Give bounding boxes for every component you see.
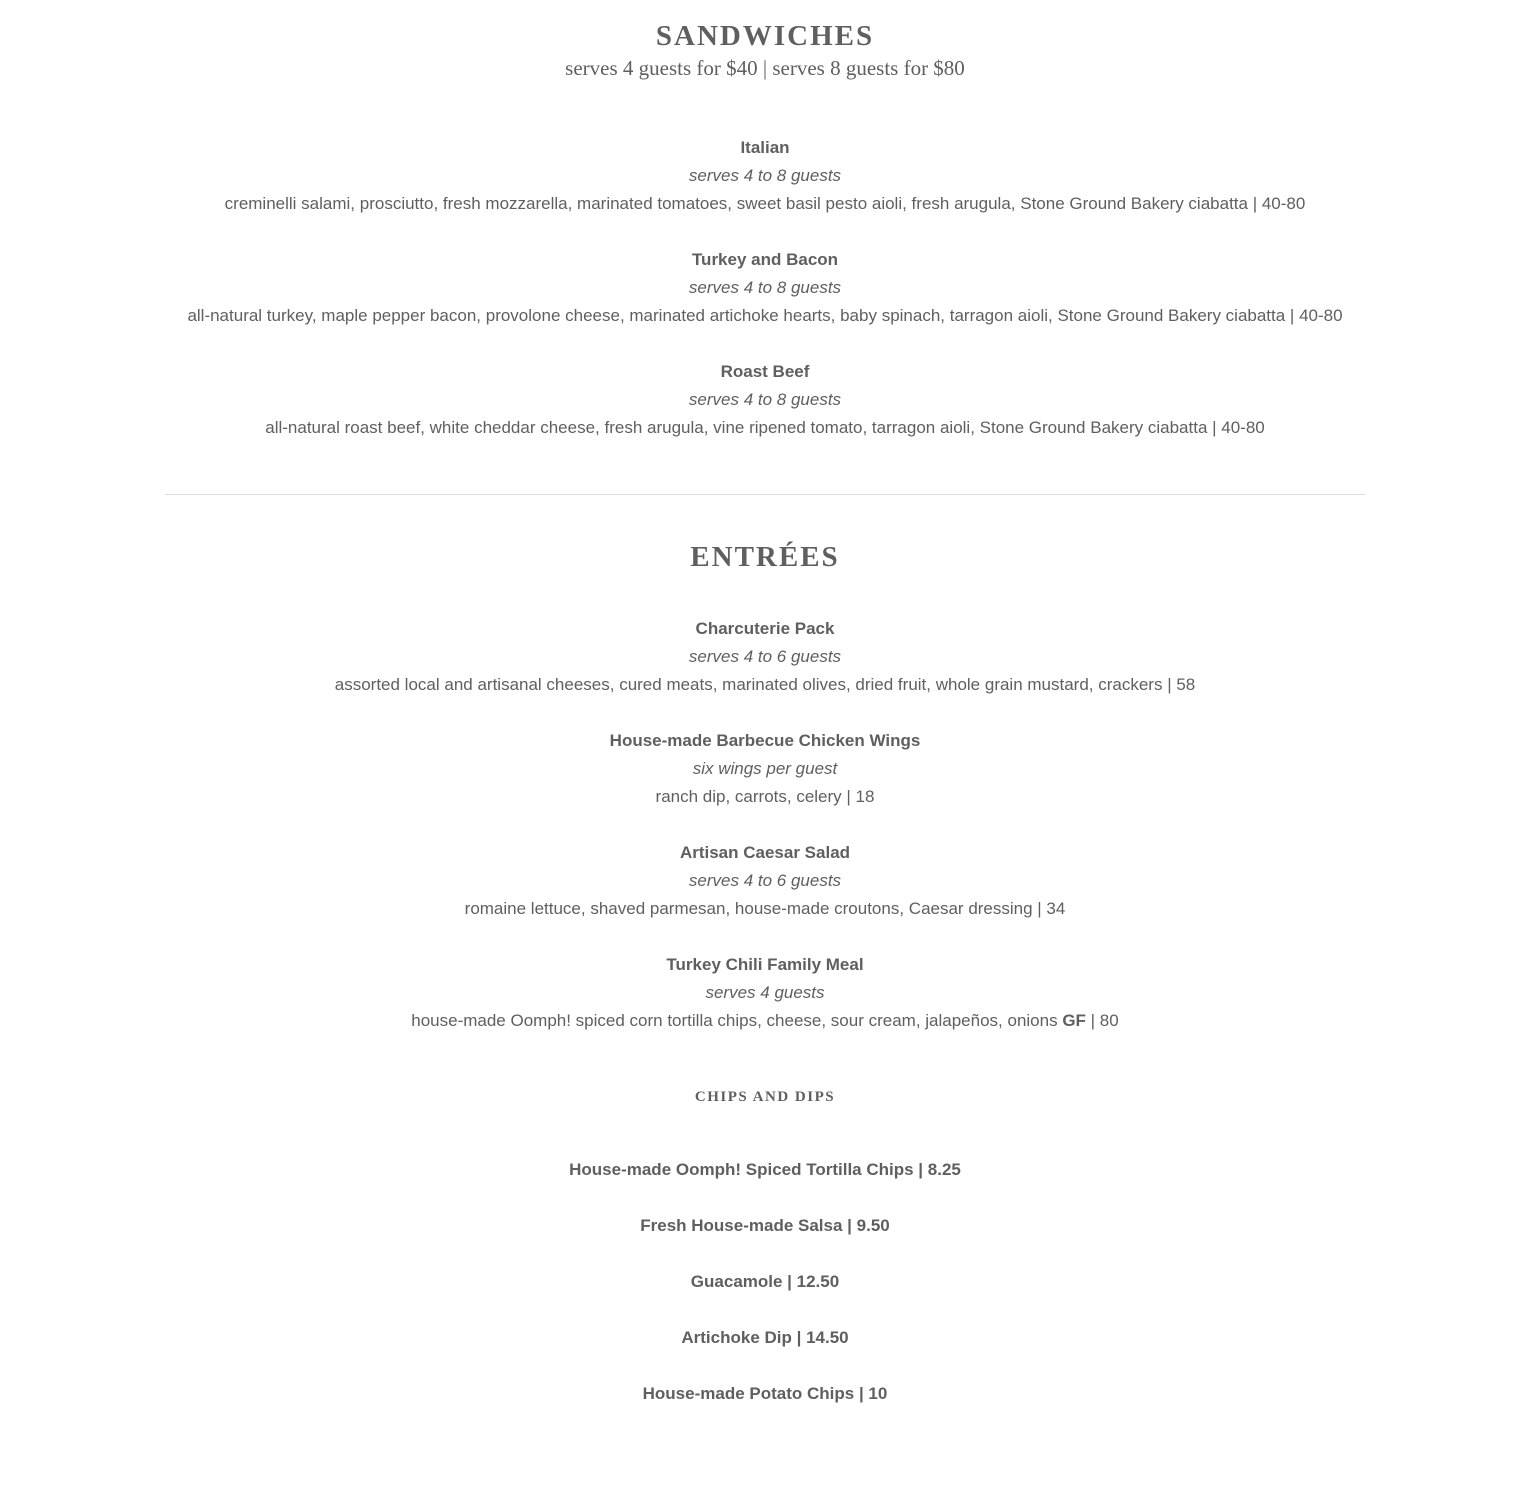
- list-item: Guacamole | 12.50: [690, 1272, 840, 1291]
- menu-item: [165, 727, 1365, 811]
- item-description: assorted local and artisanal cheeses, cured meats, marinated olives, dried fruit, whole grain mustard, crackers | 58: [334, 675, 1196, 694]
- menu-page: [165, 0, 1365, 1408]
- item-description: ranch dip, carrots, celery | 18: [655, 787, 875, 806]
- menu-item: [165, 246, 1365, 330]
- list-item: Artichoke Dip | 14.50: [681, 1328, 849, 1347]
- item-serves: serves 4 to 8 guests: [688, 166, 842, 185]
- chips-and-dips-title: CHIPS AND DIPS: [694, 1089, 836, 1105]
- item-serves: serves 4 to 8 guests: [688, 390, 842, 409]
- list-item: Fresh House-made Salsa | 9.50: [640, 1216, 890, 1235]
- item-name: Charcuterie Pack: [695, 619, 835, 638]
- item-serves: six wings per guest: [692, 759, 838, 778]
- item-name: Turkey Chili Family Meal: [666, 955, 864, 974]
- list-item: House-made Oomph! Spiced Tortilla Chips | 8.25: [569, 1160, 961, 1179]
- item-serves: serves 4 guests: [705, 983, 825, 1002]
- sandwiches-title: SANDWICHES: [655, 20, 875, 52]
- item-name: Italian: [740, 138, 790, 157]
- item-serves: serves 4 to 8 guests: [688, 278, 842, 297]
- item-name: House-made Barbecue Chicken Wings: [609, 731, 921, 750]
- list-item: House-made Potato Chips | 10: [642, 1384, 888, 1403]
- sandwiches-subtitle: serves 4 guests for $40 | serves 8 guests for $80: [565, 56, 965, 80]
- item-name: Turkey and Bacon: [691, 250, 839, 269]
- item-description: all-natural roast beef, white cheddar cheese, fresh arugula, vine ripened tomato, tarragon aioli, Stone Ground Bakery ciabatta | 40-80: [265, 418, 1265, 437]
- gluten-free-badge: GF: [1062, 1011, 1086, 1030]
- item-description: romaine lettuce, shaved parmesan, house-made croutons, Caesar dressing | 34: [464, 899, 1066, 918]
- entrees-title: ENTRÉES: [690, 541, 840, 573]
- item-description: creminelli salami, prosciutto, fresh mozzarella, marinated tomatoes, sweet basil pesto aioli, fresh arugula, Stone Ground Bakery ciabatta | 40-80: [224, 194, 1306, 213]
- item-name: Artisan Caesar Salad: [679, 843, 851, 862]
- item-description: all-natural turkey, maple pepper bacon, provolone cheese, marinated artichoke hearts, baby spinach, tarragon aioli, Stone Ground Bakery ciabatta | 40-80: [187, 306, 1343, 325]
- menu-item: [165, 951, 1365, 1035]
- item-name: Roast Beef: [720, 362, 810, 381]
- item-description: [165, 1007, 1365, 1035]
- menu-item: [165, 134, 1365, 218]
- item-price: | 80: [1090, 1011, 1119, 1030]
- menu-item: [165, 839, 1365, 923]
- item-description-text: house-made Oomph! spiced corn tortilla chips, cheese, sour cream, jalapeños, onions: [411, 1011, 1058, 1030]
- item-serves: serves 4 to 6 guests: [688, 647, 842, 666]
- menu-item: [165, 615, 1365, 699]
- menu-item: [165, 358, 1365, 442]
- item-serves: serves 4 to 6 guests: [688, 871, 842, 890]
